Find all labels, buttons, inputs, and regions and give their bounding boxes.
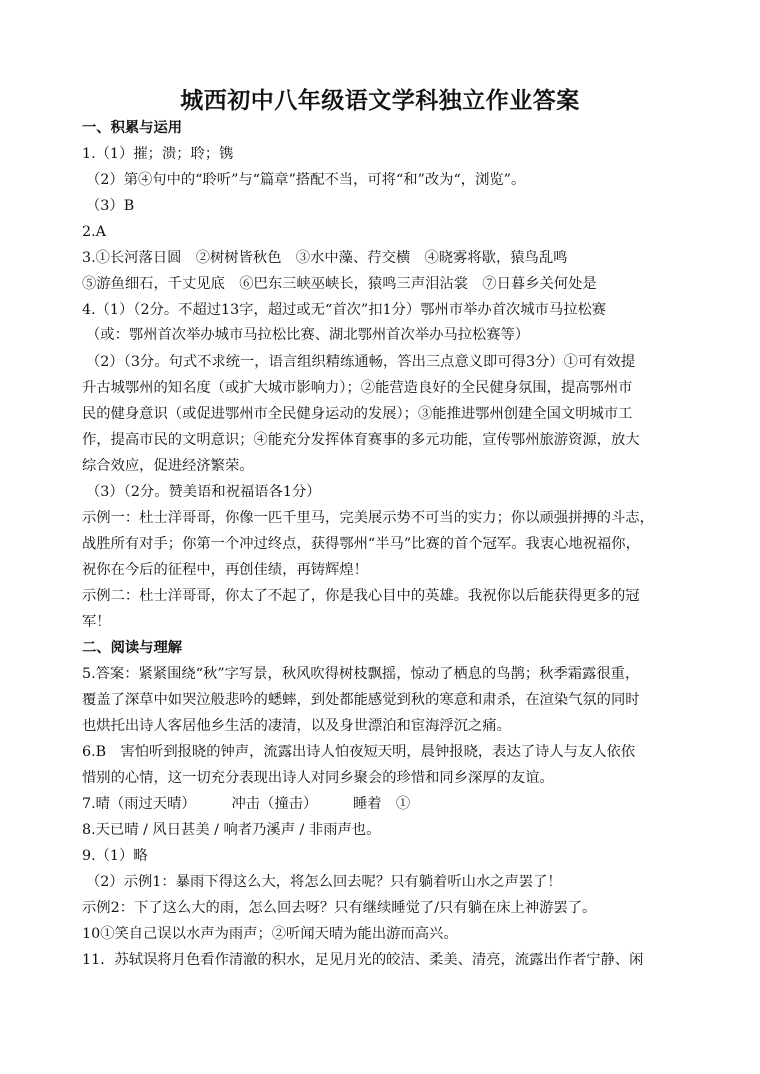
- answer-line: （2）（3分。句式不求统一，语言组织精练通畅，答出三点意义即可得3分）①可有效提: [86, 354, 636, 370]
- answer-line: 作，提高市民的文明意识；④能充分发挥体育赛事的多元功能，宣传鄂州旅游资源，放大: [82, 432, 640, 448]
- answer-line: 2.A: [82, 224, 106, 240]
- answer-line: （或：鄂州首次举办城市马拉松比赛、湖北鄂州首次举办马拉松赛等）: [86, 327, 530, 343]
- page-title: 城西初中八年级语文学科独立作业答案: [180, 88, 580, 114]
- answer-line: 综合效应，促进经济繁荣。: [82, 458, 254, 474]
- answer-line: 惜别的心情，这一切充分表现出诗人对同乡聚会的珍惜和同乡深厚的友谊。: [82, 770, 554, 786]
- answer-line: 3.①长河落日圆 ②树树皆秋色 ③水中藻、荇交横 ④晓雾将歇，猿鸟乱鸣: [82, 250, 568, 266]
- answer-line: 祝你在今后的征程中，再创佳绩，再铸辉煌！: [82, 562, 368, 578]
- answer-line: 战胜所有对手；你第一个冲过终点，获得鄂州“半马”比赛的首个冠军。我衷心地祝福你，: [82, 536, 640, 552]
- section-heading-reading: 二、阅读与理解: [82, 640, 183, 656]
- answer-line: ⑤游鱼细石，千丈见底 ⑥巴东三峡巫峡长，猿鸣三声泪沾裳 ⑦日暮乡关何处是: [82, 276, 597, 292]
- answer-line: 5.答案：紧紧围绕“秋”字写景，秋风吹得树枝飘摇，惊动了栖息的鸟鹊；秋季霜露很重，: [82, 666, 640, 682]
- answer-line: 8.天已晴 / 风日甚美 / 响者乃溪声 / 非雨声也。: [82, 822, 381, 838]
- answer-line: 6.B 害怕听到报晓的钟声，流露出诗人怕夜短天明，晨钟报晓，表达了诗人与友人依依: [82, 744, 636, 760]
- answer-line: 1.（1）摧；溃；聆；镌: [82, 146, 234, 162]
- answer-line: （2）第④句中的“聆听”与“篇章”搭配不当，可将“和”改为“，浏览”。: [86, 172, 526, 188]
- answer-line: 4.（1）（2分。不超过13字，超过或无“首次”扣1分）鄂州市举办首次城市马拉松赛: [82, 302, 607, 318]
- answer-line: 覆盖了深草中如哭泣般悲吟的蟋蟀，到处都能感觉到秋的寒意和肃杀，在渲染气氛的同时: [82, 692, 640, 708]
- answer-line: 军！: [82, 614, 111, 630]
- answer-line: 7.晴（雨过天晴） 冲击（撞击） 睡着 ①: [82, 796, 411, 812]
- answer-line: 示例2：下了这么大的雨，怎么回去呀？只有继续睡觉了/只有躺在床上神游罢了。: [82, 900, 597, 916]
- answer-line: 民的健身意识（或促进鄂州市全民健身运动的发展）；③能推进鄂州创建全国文明城市工: [82, 406, 633, 422]
- answer-line: 也烘托出诗人客居他乡生活的凄清，以及身世漂泊和宦海浮沉之痛。: [82, 718, 511, 734]
- answer-line: 升古城鄂州的知名度（或扩大城市影响力）；②能营造良好的全民健身氛围，提高鄂州市: [82, 380, 633, 396]
- section-heading-accumulation: 一、积累与运用: [82, 120, 183, 136]
- answer-line: 9.（1）略: [82, 848, 148, 864]
- answer-line: 示例一：杜士洋哥哥，你像一匹千里马，完美展示势不可当的实力；你以顽强拼搏的斗志，: [82, 510, 654, 526]
- answer-line: 11．苏轼误将月色看作清澈的积水，足见月光的皎洁、柔美、清亮，流露出作者宁静、闲: [82, 952, 644, 968]
- answer-line: （3）（2分。赞美语和祝福语各1分）: [86, 484, 321, 500]
- answer-line: 示例二：杜士洋哥哥，你太了不起了，你是我心目中的英雄。我祝你以后能获得更多的冠: [82, 588, 640, 604]
- answer-line: （2）示例1：暴雨下得这么大，将怎么回去呢？只有躺着听山水之声罢了！: [86, 874, 562, 890]
- answer-line: 10①笑自己误以水声为雨声；②听闻天晴为能出游而高兴。: [82, 926, 458, 942]
- answer-line: （3）B: [86, 198, 135, 214]
